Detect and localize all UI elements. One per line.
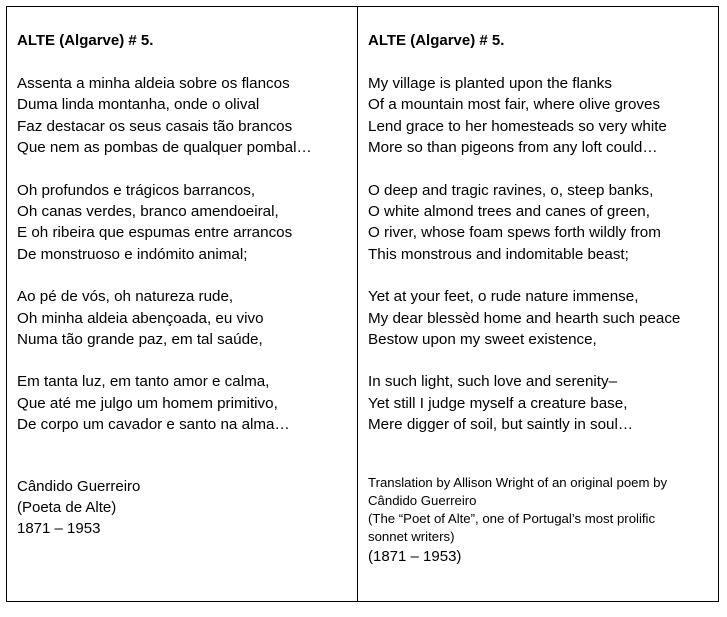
poem-line: Em tanta luz, em tanto amor e calma, — [17, 373, 270, 391]
poem-line: This monstrous and indomitable beast; — [368, 245, 629, 263]
poem-line: De corpo um cavador e santo na alma… — [17, 416, 290, 434]
poem-line: Oh canas verdes, branco amendoeiral, — [17, 203, 279, 221]
poem-line: Yet still I judge myself a creature base, — [368, 394, 628, 412]
poem-table — [6, 6, 719, 602]
translation-credit — [368, 474, 708, 568]
poem-line: Yet at your feet, o rude nature immense, — [368, 288, 639, 306]
credit-line: (The “Poet of Alte”, one of Portugal’s most prolific — [368, 510, 656, 526]
poem-line: O deep and tragic ravines, o, steep banks, — [368, 181, 654, 199]
translation-column — [358, 7, 718, 601]
translation-stanza-3 — [368, 286, 708, 350]
poem-line: Numa tão grande paz, em tal saúde, — [17, 331, 263, 349]
author-name: Cândido Guerreiro — [17, 477, 141, 495]
poem-line: Que até me julgo um homem primitivo, — [17, 394, 278, 412]
poem-line: Assenta a minha aldeia sobre os flancos — [17, 75, 290, 92]
original-poem-column — [7, 7, 358, 601]
poem-line: O river, whose foam spews forth wildly from — [368, 224, 661, 242]
original-stanza-1 — [17, 73, 347, 159]
author-epithet: (Poeta de Alte) — [17, 498, 117, 516]
author-years: 1871 – 1953 — [17, 519, 101, 537]
poem-line: Faz destacar os seus casais tão brancos — [17, 117, 293, 135]
translation-title: ALTE (Algarve) # 5. — [368, 32, 505, 49]
poem-line: Oh minha aldeia abençoada, eu vivo — [17, 309, 264, 327]
poem-line: E oh ribeira que espumas entre arrancos — [17, 224, 293, 242]
translation-stanza-2 — [368, 180, 708, 266]
poem-line: O white almond trees and canes of green, — [368, 203, 650, 221]
original-stanza-4 — [17, 371, 347, 435]
poem-line: Que nem as pombas de qualquer pombal… — [17, 139, 312, 157]
credit-line: sonnet writers) — [368, 528, 455, 544]
poem-line: Of a mountain most fair, where olive groves — [368, 96, 661, 114]
original-poem-title: ALTE (Algarve) # 5. — [17, 32, 154, 49]
poem-line: In such light, such love and serenity– — [368, 373, 618, 391]
poem-line: More so than pigeons from any loft could… — [368, 139, 658, 157]
poem-line: Lend grace to her homesteads so very white — [368, 117, 667, 135]
poem-line: Mere digger of soil, but saintly in soul… — [368, 416, 634, 434]
credit-line: Translation by Allison Wright of an original poem by — [368, 474, 668, 490]
original-stanza-3 — [17, 286, 347, 350]
translation-stanza-1 — [368, 73, 708, 159]
credit-years: (1871 – 1953) — [368, 547, 462, 565]
poem-line: Bestow upon my sweet existence, — [368, 331, 597, 349]
translation-stanza-4 — [368, 371, 708, 435]
credit-line: Cândido Guerreiro — [368, 492, 477, 508]
poem-line: De monstruoso e indómito animal; — [17, 245, 248, 263]
author-signature — [17, 476, 347, 539]
poem-line: My village is planted upon the flanks — [368, 75, 612, 92]
poem-line: Ao pé de vós, oh natureza rude, — [17, 288, 234, 306]
poem-line: Duma linda montanha, onde o olival — [17, 96, 260, 114]
original-stanza-2 — [17, 180, 347, 266]
poem-line: My dear blessèd home and hearth such peace — [368, 309, 681, 327]
poem-line: Oh profundos e trágicos barrancos, — [17, 181, 256, 199]
